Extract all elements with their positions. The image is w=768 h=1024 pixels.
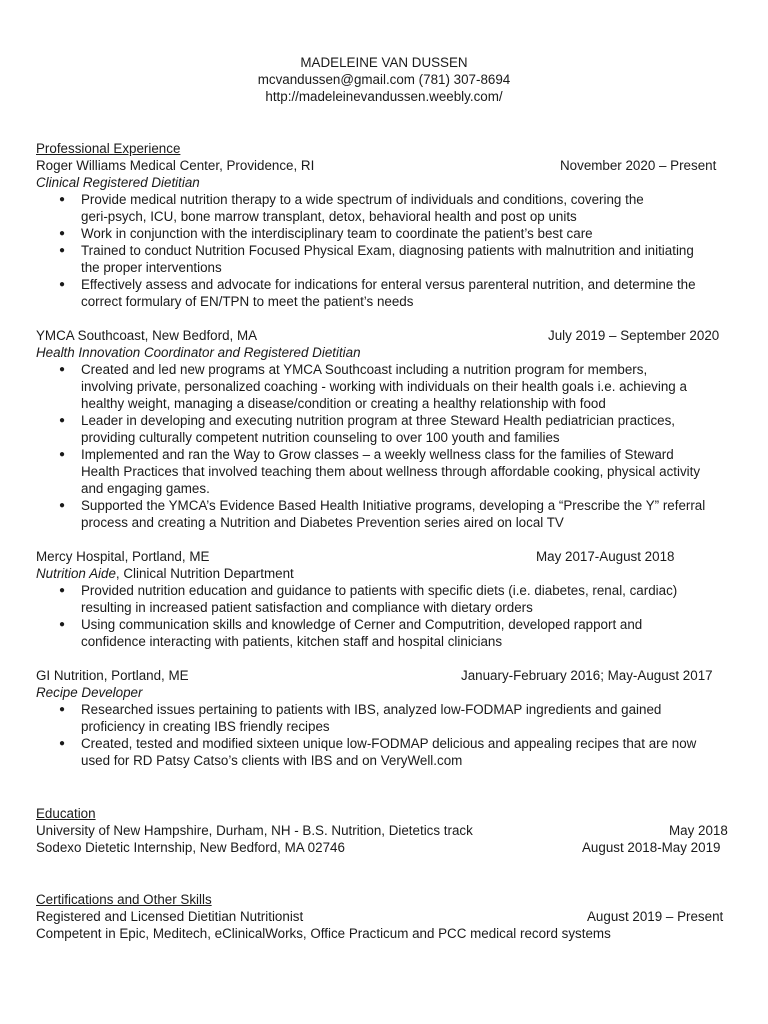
job-header xyxy=(36,667,736,684)
job-header xyxy=(36,327,736,344)
certification-row: Competent in Epic, Meditech, eClinicalWorks, Office Practicum and PCC medical record systems xyxy=(36,926,611,941)
bullet-item: ● Implemented and ran the Way to Grow classes – a weekly wellness class for the families of Steward Health Practices that involved teaching them about wellness through affordable cooking, physical activity and engaging games. xyxy=(36,446,721,497)
job-dates: November 2020 – Present xyxy=(560,158,717,173)
bullet-item: ● Effectively assess and advocate for indications for enteral versus parenteral nutrition, and determine the correct formulary of EN/TPN to meet the patient’s needs xyxy=(36,276,721,310)
job-location: , Providence, RI xyxy=(219,158,315,173)
certifications-section xyxy=(36,891,736,942)
job-dates: May 2017-August 2018 xyxy=(536,549,675,564)
education-date: May 2018 xyxy=(669,823,728,838)
contact-info: mcvandussen@gmail.com (781) 307-8694 xyxy=(257,72,511,87)
job-role: Nutrition Aide, Clinical Nutrition Department xyxy=(36,566,294,581)
job-role: Recipe Developer xyxy=(36,685,143,700)
bullet-item: ● Researched issues pertaining to patients with IBS, analyzed low-FODMAP ingredients and gained proficiency in creating IBS friendly recipes xyxy=(36,701,721,735)
section-title-education: Education xyxy=(36,806,96,821)
bullet-item: ● Created and led new programs at YMCA Southcoast including a nutrition program for members, involving private, personalized coaching - working with individuals on their health goals i.e. achieving a healthy weight, managing a disease/condition or creating a healthy relationship with food xyxy=(36,361,721,412)
education-row: Sodexo Dietetic Internship, New Bedford, MA 02746 August 2018-May 2019 xyxy=(36,840,721,855)
bullet-item: ● Supported the YMCA’s Evidence Based Health Initiative programs, developing a “Prescribe the Y” referral process and creating a Nutrition and Diabetes Prevention series aired on local TV xyxy=(36,497,721,531)
education-row: University of New Hampshire, Durham, NH - B.S. Nutrition, Dietetics track May 2018 xyxy=(36,823,728,838)
section-title-certifications: Certifications and Other Skills xyxy=(36,892,212,907)
education-date: August 2018-May 2019 xyxy=(582,840,721,855)
bullet-item: ● Provide medical nutrition therapy to a wide spectrum of individuals and conditions, covering the geri-psych, ICU, bone marrow transplant, detox, behavioral health and post op units xyxy=(36,191,721,225)
website-link: http://madeleinevandussen.weebly.com/ xyxy=(265,89,503,104)
experience-section xyxy=(36,140,736,769)
bullet-item: ● Using communication skills and knowledge of Cerner and Computrition, developed rapport and confidence interacting with patients, kitchen staff and hospital clinicians xyxy=(36,616,721,650)
certification-date: August 2019 – Present xyxy=(587,909,724,924)
resume-header xyxy=(0,54,768,105)
job-org: YMCA Southcoast xyxy=(36,328,145,343)
job-org: Roger Williams Medical Center xyxy=(36,158,220,173)
candidate-name: MADELEINE VAN DUSSEN xyxy=(300,55,468,70)
job-bullets xyxy=(36,701,736,769)
job-bullets xyxy=(36,191,736,310)
job-header xyxy=(36,157,736,174)
education-section xyxy=(36,805,736,856)
bullet-item: ● Leader in developing and executing nutrition program at three Steward Health pediatrician practices, providing culturally competent nutrition counseling to over 100 youth and families xyxy=(36,412,721,446)
job-entry xyxy=(36,327,736,531)
job-dates: July 2019 – September 2020 xyxy=(548,328,720,343)
job-entry xyxy=(36,157,736,310)
job-role: Clinical Registered Dietitian xyxy=(36,175,200,190)
bullet-item: ● Trained to conduct Nutrition Focused Physical Exam, diagnosing patients with malnutrition and initiating the proper interventions xyxy=(36,242,721,276)
job-bullets xyxy=(36,582,736,650)
job-org: Mercy Hospital xyxy=(36,549,125,564)
certification-row: Registered and Licensed Dietitian Nutritionist August 2019 – Present xyxy=(36,909,724,924)
bullet-item: ● Provided nutrition education and guidance to patients with specific diets (i.e. diabetes, renal, cardiac) resulting in increased patient satisfaction and compliance with dietary orders xyxy=(36,582,721,616)
job-location: , Portland, ME xyxy=(103,668,189,683)
job-bullets xyxy=(36,361,736,531)
job-org: GI Nutrition xyxy=(36,668,104,683)
job-location: , New Bedford, MA xyxy=(144,328,258,343)
job-role: Health Innovation Coordinator and Registered Dietitian xyxy=(36,345,361,360)
job-header xyxy=(36,548,736,565)
job-location: , Portland, ME xyxy=(124,549,210,564)
bullet-item: ● Created, tested and modified sixteen unique low-FODMAP delicious and appealing recipes that are now used for RD Patsy Catso’s clients with IBS and on VeryWell.com xyxy=(36,735,721,769)
bullet-item: ● Work in conjunction with the interdisciplinary team to coordinate the patient’s best care xyxy=(36,225,721,242)
section-title-experience: Professional Experience xyxy=(36,141,181,156)
job-dates: January-February 2016; May-August 2017 xyxy=(461,668,713,683)
job-entry xyxy=(36,667,736,769)
job-entry xyxy=(36,548,736,650)
